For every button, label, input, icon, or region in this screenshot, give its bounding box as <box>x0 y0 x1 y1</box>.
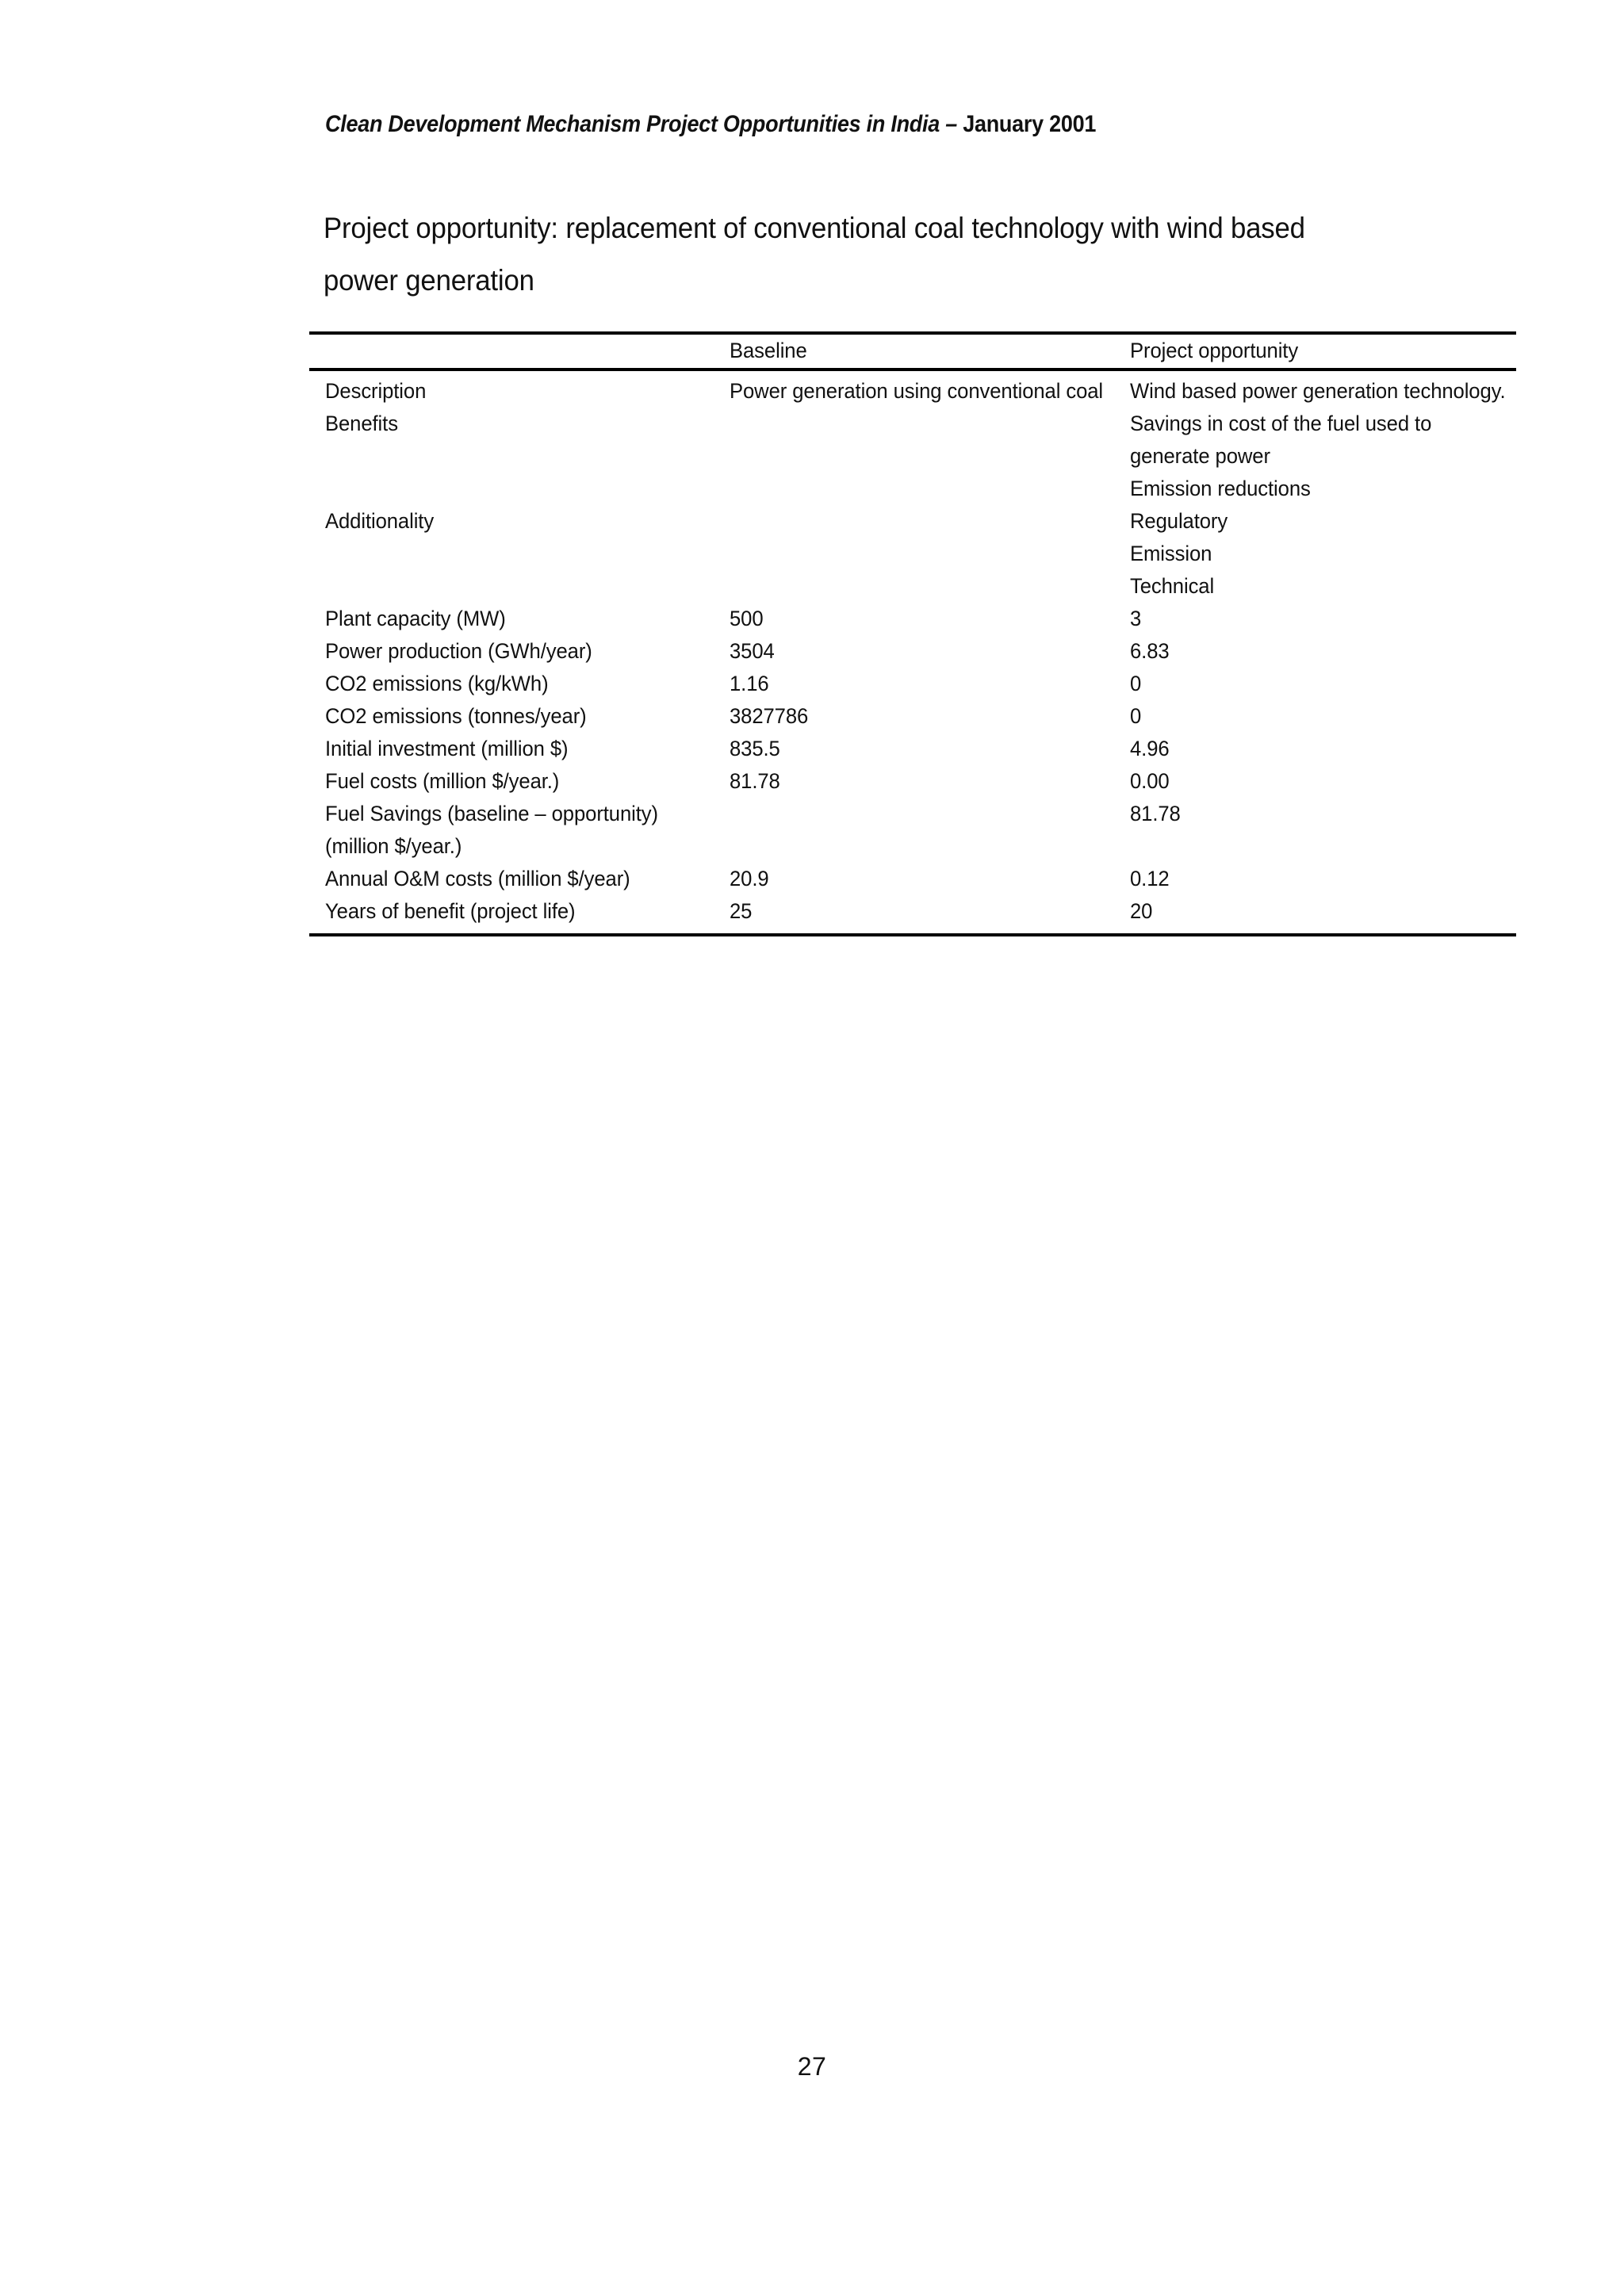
table-cell-project: Technical <box>1130 574 1215 598</box>
table-cell-baseline: 25 <box>730 899 753 923</box>
table-cell-project: 0 <box>1130 704 1142 728</box>
table-cell-project: 6.83 <box>1130 639 1170 663</box>
table-row <box>309 765 1516 798</box>
table-cell-project: Emission reductions <box>1130 477 1311 500</box>
table-row <box>309 505 1516 538</box>
column-header-baseline: Baseline <box>730 339 807 362</box>
table-cell-label: Fuel costs (million $/year.) <box>325 769 560 793</box>
table-row <box>309 635 1516 668</box>
table-cell-label: Plant capacity (MW) <box>325 607 506 630</box>
table-cell-project: 20 <box>1130 899 1153 923</box>
table-cell-project: 4.96 <box>1130 737 1170 760</box>
table-row <box>309 570 1516 603</box>
running-head-separator: – <box>939 111 963 137</box>
table-cell-label: Initial investment (million $) <box>325 737 569 760</box>
table-row <box>309 408 1516 473</box>
table-cell-project: Savings in cost of the fuel used to generate power <box>1130 412 1432 468</box>
table-cell-baseline: 20.9 <box>730 867 769 890</box>
table-row <box>309 538 1516 570</box>
table-cell-project: 0.00 <box>1130 769 1170 793</box>
table-row <box>309 473 1516 505</box>
table-row <box>309 895 1516 928</box>
table-row <box>309 603 1516 635</box>
table-cell-baseline: 81.78 <box>730 769 780 793</box>
table-cell-baseline: 3827786 <box>730 704 809 728</box>
table-cell-label: Annual O&M costs (million $/year) <box>325 867 630 890</box>
table-row <box>309 798 1516 863</box>
table-bottom-rule <box>309 933 1516 936</box>
table-row <box>309 700 1516 733</box>
table-cell-baseline: 3504 <box>730 639 775 663</box>
running-head <box>325 111 1396 138</box>
table-cell-project: 0 <box>1130 672 1142 695</box>
page-number: 27 <box>797 2052 827 2081</box>
table-row <box>309 668 1516 700</box>
table-row <box>309 733 1516 765</box>
table-cell-label: Benefits <box>325 412 398 435</box>
comparison-table <box>309 331 1516 936</box>
table-cell-label: CO2 emissions (tonnes/year) <box>325 704 587 728</box>
table-cell-label: Power production (GWh/year) <box>325 639 592 663</box>
running-head-title: Clean Development Mechanism Project Opportunities in India <box>325 111 940 137</box>
page-title: Project opportunity: replacement of conventional coal technology with wind based power generation <box>324 212 1305 297</box>
table-cell-project: 0.12 <box>1130 867 1170 890</box>
table-header-row <box>309 335 1516 368</box>
table-cell-project: Emission <box>1130 542 1212 565</box>
table-cell-label: Years of benefit (project life) <box>325 899 576 923</box>
table-row <box>309 375 1516 408</box>
table-body <box>309 371 1516 933</box>
table-cell-baseline: 835.5 <box>730 737 780 760</box>
table-cell-label: Description <box>325 379 427 403</box>
table-cell-baseline: 1.16 <box>730 672 769 695</box>
table-row <box>309 863 1516 895</box>
table-cell-baseline: 500 <box>730 607 764 630</box>
table-cell-project: Wind based power generation technology. <box>1130 379 1506 403</box>
table-cell-project: 81.78 <box>1130 802 1181 825</box>
table-cell-project: 3 <box>1130 607 1142 630</box>
table-cell-label: Fuel Savings (baseline – opportunity) (million $/year.) <box>325 802 658 858</box>
table-cell-baseline: Power generation using conventional coal <box>730 379 1104 403</box>
running-head-date: January 2001 <box>963 111 1097 137</box>
column-header-project-opportunity: Project opportunity <box>1130 339 1299 362</box>
table-cell-label: Additionality <box>325 509 435 533</box>
table-cell-label: CO2 emissions (kg/kWh) <box>325 672 549 695</box>
table-cell-project: Regulatory <box>1130 509 1228 533</box>
